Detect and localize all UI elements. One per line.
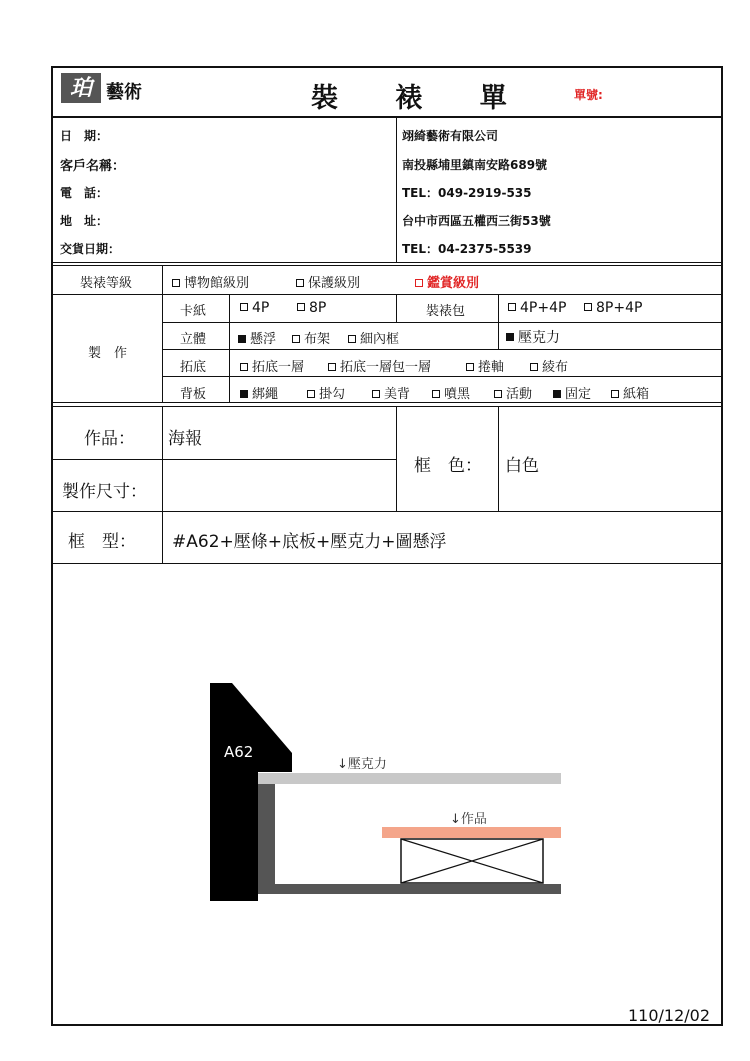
cardstock-label: 卡紙 [180, 304, 207, 319]
frame-type-value: #A62+壓條+底板+壓克力+圖懸浮 [172, 532, 447, 552]
stereo-float[interactable]: 懸浮 [238, 328, 276, 347]
backing-hook[interactable]: 掛勾 [307, 383, 345, 402]
frame-type-label: 框 型： [68, 532, 136, 552]
artwork-label: ↓作品 [450, 812, 487, 827]
address-label: 地 址： [60, 214, 109, 228]
grade-option-museum[interactable]: 博物館級別 [172, 272, 249, 291]
stereo-inner-frame[interactable]: 細內框 [348, 328, 399, 347]
backing-fixed[interactable]: 固定 [553, 383, 591, 402]
stereo-cloth-rack[interactable]: 布架 [292, 328, 330, 347]
brand-name: 藝術 [106, 82, 142, 103]
grade-label: 裝裱等級 [80, 276, 133, 291]
cardstock-4p[interactable]: 4P [240, 300, 269, 316]
production-label: 製 作 [88, 346, 128, 361]
frame-color-value: 白色 [505, 456, 539, 476]
logo-icon: 珀 [61, 73, 101, 103]
back-board-side [258, 784, 275, 894]
frame-profile-a62 [210, 683, 292, 901]
company-tel-1: TEL：049-2919-535 [402, 186, 532, 200]
date-label: 日 期： [60, 129, 109, 143]
backing-label: 背板 [180, 387, 207, 402]
work-label: 作品： [84, 429, 135, 449]
footer-date: 110/12/02 [628, 1006, 711, 1025]
acrylic-label: ↓壓克力 [337, 757, 387, 772]
rubbing-scroll[interactable]: 捲軸 [466, 356, 504, 375]
profile-label: A62 [224, 743, 254, 761]
rubbing-one-layer[interactable]: 拓底一層 [240, 356, 304, 375]
company-tel-2: TEL：04-2375-5539 [402, 242, 532, 256]
rubbing-wrap-layer[interactable]: 拓底一層包一層 [328, 356, 431, 375]
customer-label: 客戶名稱： [60, 159, 126, 174]
rubbing-label: 拓底 [180, 360, 207, 375]
grade-option-appreciation[interactable]: 鑑賞級別 [415, 272, 479, 291]
back-board [258, 884, 561, 894]
size-label: 製作尺寸： [62, 482, 147, 502]
backing-paper-box[interactable]: 紙箱 [611, 383, 649, 402]
company-name: 翊綺藝術有限公司 [402, 129, 499, 143]
backing-spray-black[interactable]: 噴黑 [432, 383, 470, 402]
stereo-acrylic[interactable]: 壓克力 [506, 327, 560, 347]
frame-color-label: 框 色： [414, 456, 482, 476]
delivery-date-label: 交貨日期： [60, 242, 121, 256]
cardstock-8p[interactable]: 8P [297, 300, 326, 316]
mount-bag-label: 裝裱包 [426, 304, 466, 319]
grade-option-protection[interactable]: 保護級別 [296, 272, 360, 291]
mount-bag-4p4p[interactable]: 4P+4P [508, 300, 566, 316]
rubbing-silk[interactable]: 綾布 [530, 356, 568, 375]
mount-bag-8p4p[interactable]: 8P+4P [584, 300, 642, 316]
artwork-layer [382, 827, 561, 838]
backing-rope[interactable]: 綁繩 [240, 383, 278, 402]
company-address-1: 南投縣埔里鎮南安路689號 [402, 158, 548, 172]
stereo-label: 立體 [180, 332, 207, 347]
phone-label: 電 話： [60, 186, 109, 200]
work-value: 海報 [168, 429, 202, 449]
acrylic-layer [258, 773, 561, 784]
order-number-label: 單號: [574, 88, 603, 102]
page-title: 裝 裱 單 [311, 83, 531, 114]
company-address-2: 台中市西區五權西三街53號 [402, 214, 551, 228]
backing-pretty-back[interactable]: 美背 [372, 383, 410, 402]
backing-movable[interactable]: 活動 [494, 383, 532, 402]
